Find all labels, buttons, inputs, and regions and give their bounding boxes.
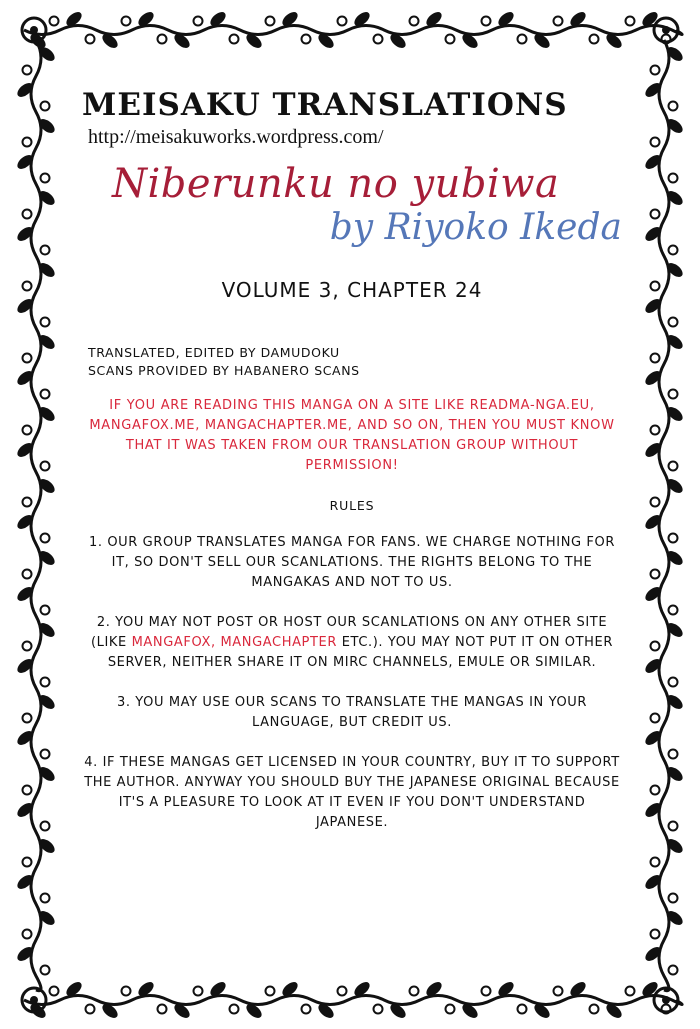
- vine-tendril: [482, 987, 491, 996]
- vine-tendril: [194, 987, 203, 996]
- vine-tendril: [266, 17, 275, 26]
- vine-tendril: [41, 390, 50, 399]
- vine-tendril: [23, 282, 32, 291]
- vine-tendril: [669, 678, 678, 687]
- vine-tendril: [669, 246, 678, 255]
- rule-2: [82, 613, 622, 673]
- vine-tendril: [410, 17, 419, 26]
- vine-tendril: [86, 1005, 95, 1014]
- vine-tendril: [50, 17, 59, 26]
- corner-bud: [662, 996, 670, 1004]
- vine-tendril: [230, 35, 239, 44]
- top-vine: [24, 26, 682, 35]
- vine-tendril: [41, 246, 50, 255]
- vine-tendril: [158, 1005, 167, 1014]
- vine-tendril: [590, 35, 599, 44]
- vine-tendril: [23, 210, 32, 219]
- vine-tendril: [41, 822, 50, 831]
- left-vine: [31, 40, 41, 991]
- vine-tendril: [669, 102, 678, 111]
- vine-tendril: [651, 570, 660, 579]
- vine-tendril: [669, 606, 678, 615]
- vine-tendril: [482, 17, 491, 26]
- manga-title: Niberunku no yubiwa: [112, 161, 560, 207]
- vine-tendril: [23, 786, 32, 795]
- vine-tendril: [651, 714, 660, 723]
- vine-tendril: [669, 318, 678, 327]
- rule-2-highlight: MANGAFOX, MANGACHAPTER: [131, 635, 337, 650]
- vine-tendril: [23, 354, 32, 363]
- vine-tendril: [669, 822, 678, 831]
- vine-tendril: [23, 426, 32, 435]
- vine-tendril: [122, 987, 131, 996]
- rule-2-text-end: ETC.). YOU MAY NOT PUT IT ON OTHER SERVER, NEITHER SHARE IT ON MIRC CHANNELS, EMULE OR SIMILAR.: [107, 635, 614, 670]
- vine-tendril: [50, 987, 59, 996]
- author-line: by Riyoko Ikeda: [329, 207, 622, 248]
- vine-tendril: [651, 282, 660, 291]
- vine-tendril: [41, 102, 50, 111]
- vine-tendril: [446, 1005, 455, 1014]
- vine-tendril: [23, 498, 32, 507]
- vine-tendril: [651, 354, 660, 363]
- vine-tendril: [554, 987, 563, 996]
- vine-tendril: [374, 1005, 383, 1014]
- vine-tendril: [338, 987, 347, 996]
- vine-tendril: [122, 17, 131, 26]
- piracy-warning: IF YOU ARE READING THIS MANGA ON A SITE LIKE READMA-NGA.EU, MANGAFOX.ME, MANGACHAPTER.ME, AND SO ON, THEN YOU MUST KNOW THAT IT WAS TAKEN FROM OUR TRANSLATION GROUP WITHOUT PERMISSION!: [89, 398, 615, 473]
- vine-tendril: [23, 714, 32, 723]
- vine-tendril: [23, 642, 32, 651]
- vine-tendril: [651, 426, 660, 435]
- vine-tendril: [41, 318, 50, 327]
- vine-tendril: [669, 462, 678, 471]
- vine-tendril: [651, 858, 660, 867]
- vine-tendril: [651, 66, 660, 75]
- vine-tendril: [651, 210, 660, 219]
- right-vine: [659, 40, 669, 991]
- vine-tendril: [86, 35, 95, 44]
- rule-4: 4. IF THESE MANGAS GET LICENSED IN YOUR COUNTRY, BUY IT TO SUPPORT THE AUTHOR. ANYWAY YOU SHOULD BUY THE JAPANESE ORIGINAL BECAUSE IT'S A PLEASURE TO LOOK AT IT EVEN IF YOU DON'T UNDERSTAND JAPANESE.: [84, 755, 620, 830]
- vine-tendril: [669, 750, 678, 759]
- vine-tendril: [23, 66, 32, 75]
- rule-2-text-start: 2. YOU MAY NOT POST OR HOST OUR SCANLATIONS ON ANY OTHER SITE (LIKE: [90, 615, 608, 650]
- vine-tendril: [374, 35, 383, 44]
- vine-tendril: [230, 1005, 239, 1014]
- vine-tendril: [410, 987, 419, 996]
- vine-tendril: [41, 678, 50, 687]
- vine-tendril: [302, 1005, 311, 1014]
- scans-credit: SCANS PROVIDED BY HABANERO SCANS: [88, 363, 360, 378]
- rule-1: 1. OUR GROUP TRANSLATES MANGA FOR FANS. WE CHARGE NOTHING FOR IT, SO DON'T SELL OUR SCANLATIONS. THE RIGHTS BELONG TO THE MANGAKAS AND NOT TO US.: [89, 535, 615, 590]
- vine-tendril: [41, 894, 50, 903]
- vine-tendril: [669, 174, 678, 183]
- vine-tendril: [669, 894, 678, 903]
- vine-tendril: [23, 930, 32, 939]
- group-name: MEISAKU TRANSLATIONS: [82, 87, 568, 123]
- vine-tendril: [669, 534, 678, 543]
- vine-tendril: [669, 966, 678, 975]
- vine-tendril: [651, 930, 660, 939]
- vine-tendril: [41, 534, 50, 543]
- vine-tendril: [23, 570, 32, 579]
- vine-tendril: [651, 642, 660, 651]
- vine-tendril: [23, 858, 32, 867]
- vine-tendril: [41, 966, 50, 975]
- corner-bud: [30, 996, 38, 1004]
- credits-block: [82, 344, 622, 380]
- vine-tendril: [23, 138, 32, 147]
- translator-credit: TRANSLATED, EDITED BY DAMUDOKU: [88, 345, 340, 360]
- vine-tendril: [626, 17, 635, 26]
- vine-tendril: [158, 35, 167, 44]
- vine-tendril: [626, 987, 635, 996]
- vine-tendril: [194, 17, 203, 26]
- vine-tendril: [41, 462, 50, 471]
- vine-tendril: [554, 17, 563, 26]
- corner-bud: [30, 26, 38, 34]
- vine-tendril: [41, 750, 50, 759]
- vine-tendril: [266, 987, 275, 996]
- chapter-label: VOLUME 3, CHAPTER 24: [221, 278, 483, 302]
- vine-tendril: [518, 35, 527, 44]
- vine-tendril: [651, 138, 660, 147]
- rules-heading: RULES: [329, 498, 375, 513]
- rule-3: 3. YOU MAY USE OUR SCANS TO TRANSLATE THE MANGAS IN YOUR LANGUAGE, BUT CREDIT US.: [116, 695, 588, 730]
- vine-tendril: [41, 174, 50, 183]
- credits-page: [82, 86, 622, 833]
- corner-bud: [662, 26, 670, 34]
- vine-tendril: [446, 35, 455, 44]
- vine-tendril: [338, 17, 347, 26]
- vine-tendril: [651, 786, 660, 795]
- vine-tendril: [302, 35, 311, 44]
- vine-tendril: [590, 1005, 599, 1014]
- vine-tendril: [669, 390, 678, 399]
- vine-tendril: [41, 606, 50, 615]
- group-url: http://meisakuworks.wordpress.com/: [88, 126, 384, 148]
- vine-tendril: [651, 498, 660, 507]
- vine-tendril: [518, 1005, 527, 1014]
- bottom-vine: [24, 996, 682, 1005]
